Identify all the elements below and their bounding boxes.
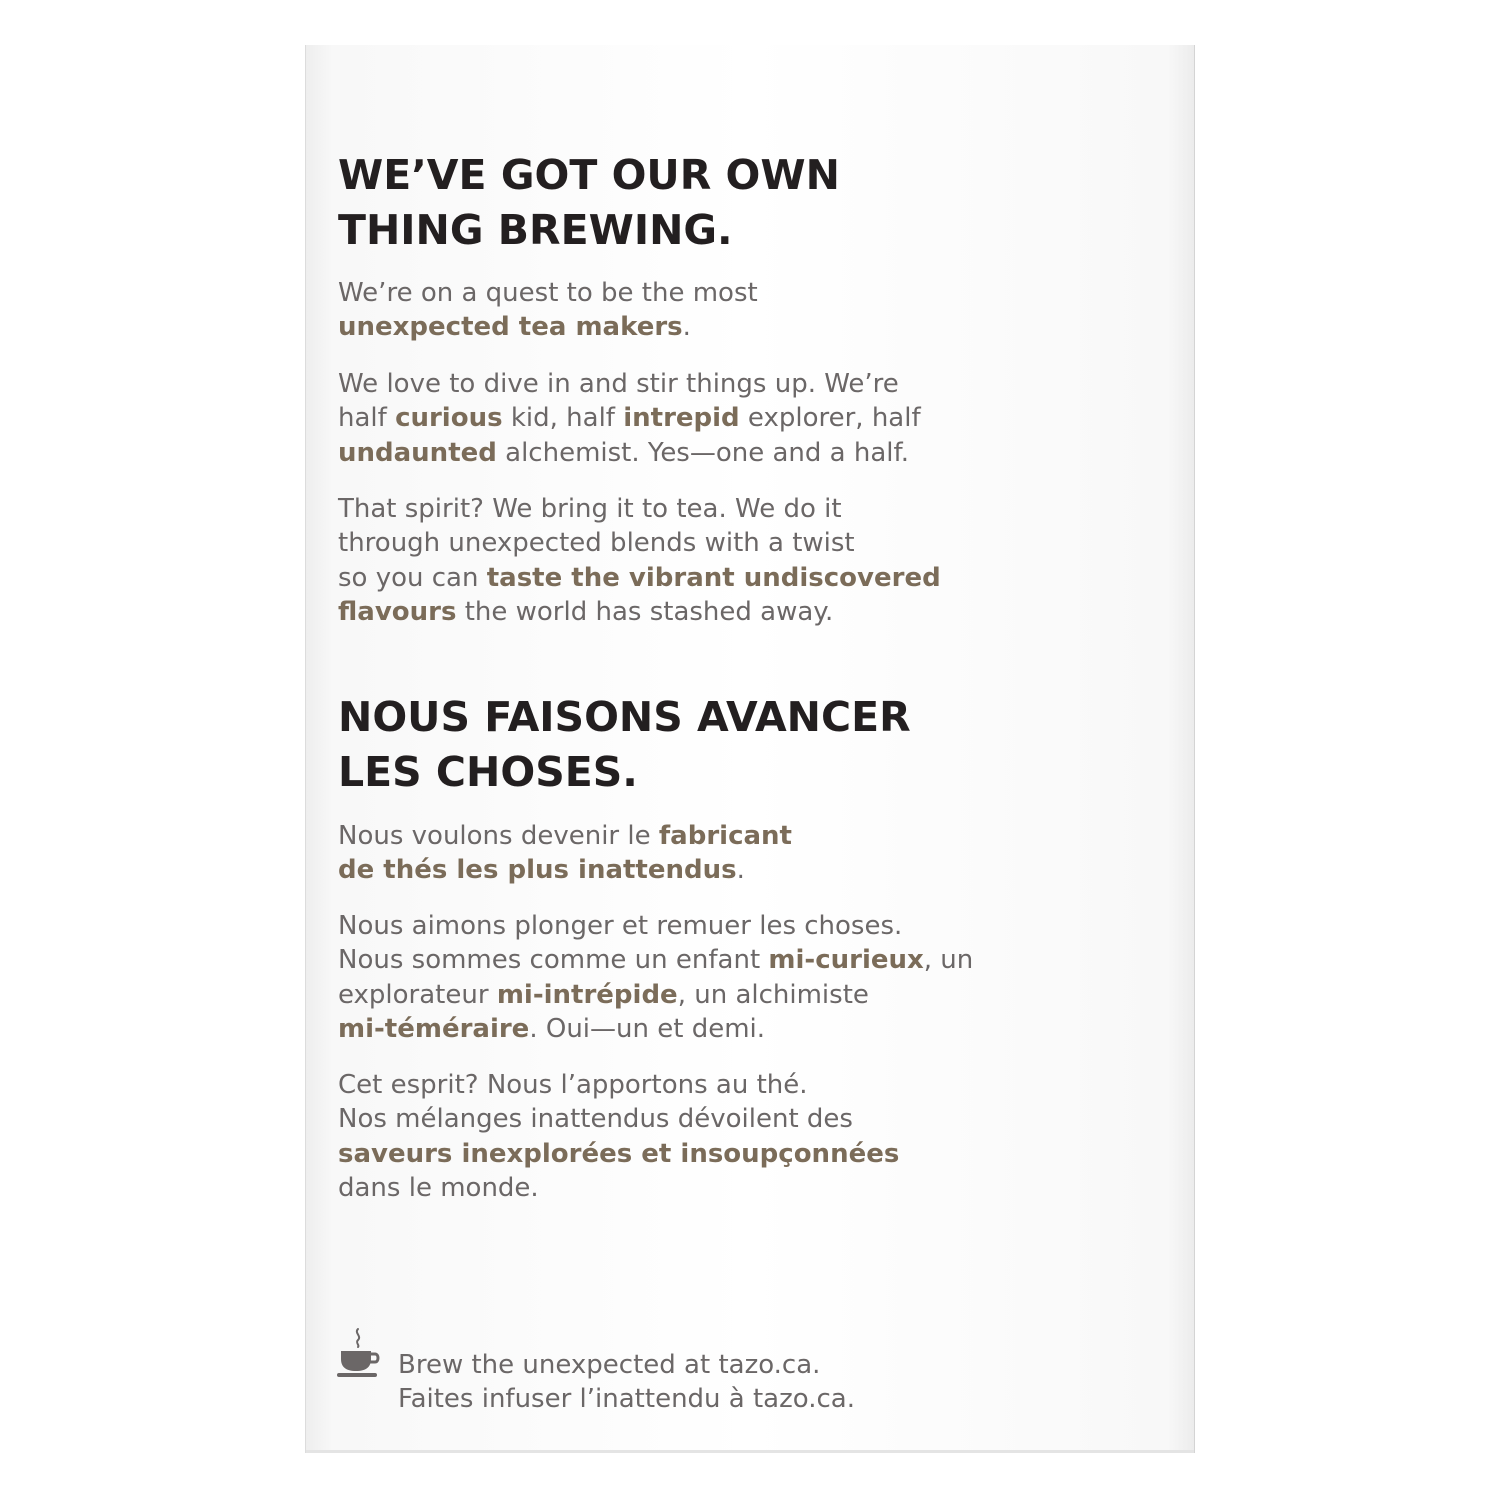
- heading-english-line-1: WE’VE GOT OUR OWN: [338, 151, 840, 199]
- heading-french-line-1: NOUS FAISONS AVANCER: [338, 693, 911, 741]
- text-span: half: [338, 403, 396, 434]
- heading-french-line-2: LES CHOSES.: [338, 748, 638, 796]
- highlight-text: curious: [395, 403, 503, 434]
- text-line: through unexpected blends with a twist: [338, 528, 855, 559]
- french-paragraph-2: [338, 909, 973, 1047]
- highlight-text: mi-curieux: [768, 945, 924, 976]
- heading-english-line-2: THING BREWING.: [338, 206, 733, 254]
- text-line: That spirit? We bring it to tea. We do it: [338, 494, 842, 524]
- text-span: Nous voulons devenir le: [338, 821, 659, 851]
- heading-english: [338, 148, 840, 258]
- text-span: explorer, half: [739, 403, 921, 434]
- text-line: Nous aimons plonger et remuer les choses.: [338, 911, 903, 941]
- text-line: dans le monde.: [338, 1173, 539, 1204]
- text-line: We’re on a quest to be the most: [338, 278, 758, 308]
- highlight-text: flavours: [338, 597, 457, 628]
- highlight-text: mi-téméraire: [338, 1014, 530, 1045]
- french-paragraph-3: [338, 1068, 899, 1206]
- text-line: Nos mélanges inattendus dévoilent des: [338, 1104, 853, 1135]
- highlight-text: intrepid: [623, 403, 740, 434]
- french-paragraph-1: [338, 819, 792, 888]
- text-span: . Oui—un et demi.: [529, 1014, 766, 1045]
- text-span: alchemist. Yes—one and a half.: [496, 437, 910, 468]
- footer: [336, 1327, 936, 1417]
- text-line: Cet esprit? Nous l’apportons au thé.: [338, 1070, 808, 1100]
- text-span: , un alchimiste: [677, 979, 869, 1010]
- text-span: so you can: [338, 562, 487, 593]
- highlight-text: mi-intrépide: [496, 979, 678, 1010]
- text-span: .: [682, 312, 691, 343]
- text-span: the world has stashed away.: [456, 597, 834, 628]
- text-line: We love to dive in and stir things up. We’re: [338, 369, 899, 399]
- footer-line-english: Brew the unexpected at tazo.ca.: [398, 1350, 821, 1380]
- text-span: kid, half: [502, 403, 624, 434]
- highlight-text: taste the vibrant undiscovered: [486, 562, 941, 593]
- highlight-text: unexpected tea makers: [338, 312, 683, 343]
- heading-french: [338, 690, 911, 800]
- highlight-text: undaunted: [338, 437, 497, 468]
- english-paragraph-1: [338, 276, 758, 345]
- coffee-cup-icon: [336, 1327, 382, 1379]
- text-span: , un: [923, 945, 974, 976]
- highlight-text: fabricant: [658, 821, 792, 851]
- text-span: .: [736, 855, 745, 886]
- highlight-text: de thés les plus inattendus: [338, 855, 737, 886]
- footer-line-french: Faites infuser l’inattendu à tazo.ca.: [398, 1384, 855, 1414]
- text-span: explorateur: [338, 979, 497, 1010]
- highlight-text: saveurs inexplorées et insoupçonnées: [338, 1138, 900, 1169]
- text-span: Nous sommes comme un enfant: [338, 945, 769, 976]
- english-paragraph-3: [338, 492, 941, 630]
- english-paragraph-2: [338, 367, 921, 470]
